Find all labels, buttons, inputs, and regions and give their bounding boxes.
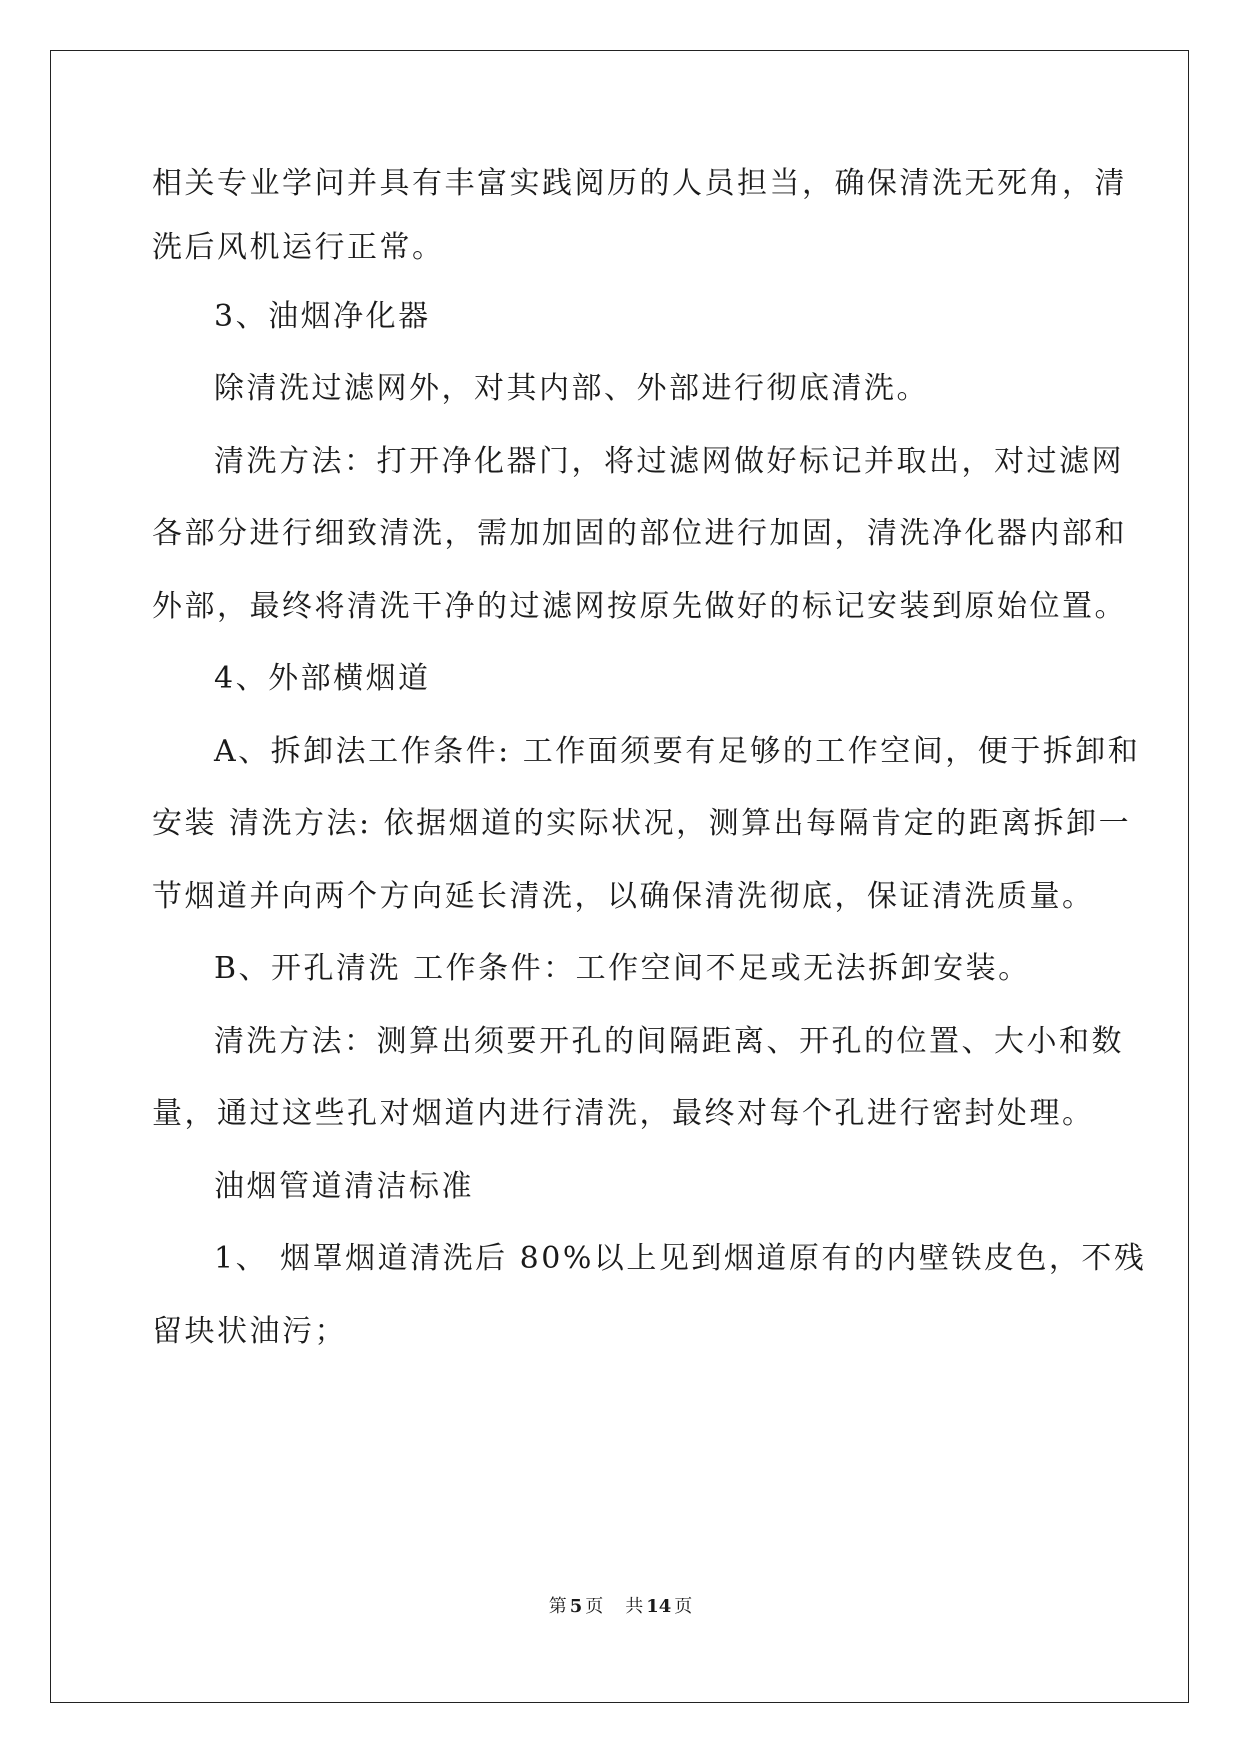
paragraph-line: 量，通过这些孔对烟道内进行清洗，最终对每个孔进行密封处理。 xyxy=(152,1096,1095,1131)
page-suffix: 页 xyxy=(585,1596,604,1617)
total-pages: 14 xyxy=(646,1596,672,1617)
paragraph-line: 节烟道并向两个方向延长清洗，以确保清洗彻底，保证清洗质量。 xyxy=(152,879,1095,914)
paragraph-line: B、开孔清洗 工作条件：工作空间不足或无法拆卸安装。 xyxy=(214,951,1031,986)
paragraph-line: 除清洗过滤网外，对其内部、外部进行彻底清洗。 xyxy=(214,371,929,406)
paragraph-line: 留块状油污； xyxy=(152,1314,347,1349)
paragraph-line: 清洗方法：打开净化器门，将过滤网做好标记并取出，对过滤网 xyxy=(214,444,1124,479)
page-prefix: 第 xyxy=(548,1596,567,1617)
section-heading: 3、油烟净化器 xyxy=(214,299,431,334)
paragraph-line: 清洗方法：测算出须要开孔的间隔距离、开孔的位置、大小和数 xyxy=(214,1024,1124,1059)
paragraph-line: 洗后风机运行正常。 xyxy=(152,230,445,265)
paragraph-line: 安装 清洗方法: 依据烟道的实际状况，测算出每隔肯定的距离拆卸一 xyxy=(152,806,1132,841)
total-suffix: 页 xyxy=(674,1596,693,1617)
paragraph-line: A、拆卸法工作条件: 工作面须要有足够的工作空间，便于拆卸和 xyxy=(214,734,1141,769)
section-heading: 油烟管道清洁标准 xyxy=(214,1169,474,1204)
paragraph-line: 相关专业学问并具有丰富实践阅历的人员担当，确保清洗无死角，清 xyxy=(152,166,1127,201)
section-heading: 4、外部横烟道 xyxy=(214,661,431,696)
paragraph-line: 外部，最终将清洗干净的过滤网按原先做好的标记安装到原始位置。 xyxy=(152,589,1127,624)
page-footer xyxy=(0,1596,1241,1618)
total-prefix: 共 xyxy=(625,1596,644,1617)
page-number: 5 xyxy=(569,1596,583,1617)
paragraph-line: 1、 烟罩烟道清洗后 80%以上见到烟道原有的内壁铁皮色，不残 xyxy=(214,1241,1147,1276)
paragraph-line: 各部分进行细致清洗，需加加固的部位进行加固，清洗净化器内部和 xyxy=(152,516,1127,551)
